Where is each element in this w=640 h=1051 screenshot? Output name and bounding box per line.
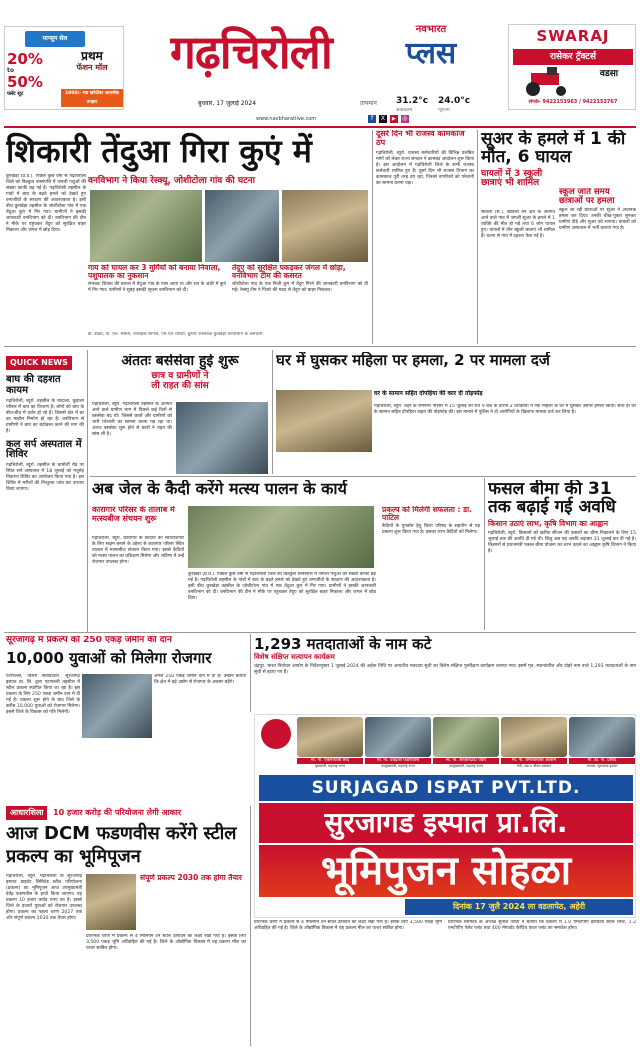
boar-headline: सूअर के हमले में 1 की मौत, 6 घायल [481,130,626,168]
boar-sidebar [559,188,636,344]
dcm-headline [6,822,246,872]
jail-sub: कारागार परिसर के तालाब में मत्स्यबीज संचयन शुरू [92,506,175,523]
leopard-photo-well [90,190,202,262]
col-rule-3 [87,350,88,632]
caption-1-body: संभवतः शिकार की तलाश में तेंदुआ गांव के पास आया था और रात के अंधेरे में कुएं में गिर गया। ग्रामीणों ने सुबह इसकी सूचना वनविभाग को दी। [88,282,226,294]
caption-2 [232,264,368,330]
revenue-body: गढ़चिरोली, ब्यूरो. राजस्व कर्मचारियों की विभिन्न प्रलंबित मांगों को लेकर राज्य संगठन ने कामबंद आंदोलन शुरू किया है। इस आंदोलन में गढ़चिरोली जिले के सभी राजस्व कर्मचारी शामिल हुए हैं। दूसरे दिन भी राजस्व विभाग का कामकाज पूरी तरह ठप रहा, जिससे नागरिकों को परेशानी का सामना करना पड़ा। [376,151,474,187]
leader-1 [297,717,363,771]
photo-credit: डी. डाकी, पी. एल. मेश्राम, वनरक्षक सोनावे, एम.एल.चौधरी, कुमारे वनसेवक कुरखेड़ा वनविभाग के कर्मचारी [88,332,263,337]
leader-1-role: मुख्यमंत्री, महाराष्ट्र राज्य [314,763,346,768]
row-rule-3 [4,632,636,633]
house-photo [276,390,372,452]
leader-4-role: मंत्री, अन्न व औषध प्रशासन [516,763,552,768]
house-photo-caption: घर के सामान सहित दोपहिया की कार दी तोड़फोड़ [374,390,483,397]
boar-body1: सावली (सं.). खावली वन क्षेत्र के अंतर्गत आने वाले गांव में जंगली सूअर के हमले में 1 व्यक्ति की मौत हो गई तथा 6 लोग घायल हुए। घायलों में तीन स्कूली छात्राएं भी शामिल हैं। घटना से गांव में दहशत फैल गई है। [481,210,555,239]
dcm-body-right-2: प्रारंभिक लिमिटेड के अध्यक्ष सुनील जोशी ने बताया कि प्रकल्प में 1.0 एमटीपीए इंटीग्रेटेड स्टील प्लांट, 1.2 एमटीपीए पेलेट प्लांट तथा 400 मेगावॉट कैप्टिव पावर प्लांट का समावेश होगा। [448,920,636,931]
surjagad-photo [82,674,152,738]
quick-news-label: QUICK NEWS [6,356,72,370]
discount-from: 20% [7,51,43,68]
leader-4-photo [501,717,567,757]
col-rule-2 [477,130,478,344]
boar-story [481,130,636,344]
swaraj-brand: SWARAJ [536,27,610,45]
website[interactable]: www.navbharatlive.com [256,116,317,122]
quick-news-b2: गढ़चिरोली, ब्यूरो. तहसील के चामोर्शी रोड पर स्थित सर्प अस्पताल में 18 जुलाई को मधुमेह निवारण शिविर का आयोजन किया गया है। इस शिविर में मरीजों की निःशुल्क जांच कर उपचार किया जाएगा। [6,463,84,493]
row-rule-1 [4,346,636,347]
leopard-subhead [88,174,374,188]
leader-3-photo [433,717,499,757]
revenue-kicker: दूसरे दिन भी राजस्व कामकाज ठप [376,130,465,147]
surjagad-quote: अगले 250 एकड़ जमीन दान में दी है। उन्होंने बताया कि क्षेत्र में बढ़े उद्योग से रोजगार के अवसर बढ़ेंगे। [154,674,246,685]
discount-note: फ्लॅट सूट [7,91,24,97]
crop-story [488,480,636,630]
jail-story [92,480,480,630]
offer-banner: 1000/- च्या खरेदीवर आकर्षक उपहार [61,89,123,107]
caption-1-title: गाय को घायल कर 3 मुर्गियों को बनाया निवाला, पशुपालक का नुकसान [88,264,221,281]
jail-photo [188,506,374,568]
voters-body: चंद्रपुर. भारत निर्वाचन आयोग के निर्देशानुसार 1 जुलाई 2024 की अर्हता तिथि पर आधारित मतदाता सूची का विशेष संक्षिप्त पुनरीक्षण कार्यक्रम चलाया गया। इसमें मृत, स्थानांतरित और दोहरे नाम वाले 1,293 मतदाताओं के नाम सूची से हटाए गए हैं। [254,663,636,675]
surjagad-body: एटापल्ली, विशेष संवाददाता. सूरजागढ़ इस्पात प्रा. लि. द्वारा एटापल्ली तहसील में स्टील प्रकल्प स्थापित किया जा रहा है। इस प्रकल्प के लिए 250 एकड़ जमीन दान में दी गई है। प्रकल्प शुरू होने के बाद जिले के करीब 10,000 युवाओं को रोजगार मिलेगा। इससे जिले के विकास को गति मिलेगी। [6,674,80,715]
social-icons [368,115,428,125]
brand-big: प्लस [405,35,457,71]
leader-4 [501,717,567,771]
quick-news-b1: गढ़चिरोली, ब्यूरो. तहसील के चांदाला, कुड़ाला परिसर में बाघ का विचरण है। लोगों को बाघ के बीच-बीच में दर्शन हो रहे हैं। जिससे क्षेत्र में डर का माहौल निर्माण हो रहा है। वनविभाग से ग्रामीणों ने बाघ का बंदोबस्त करने की मांग की है। [6,398,84,434]
ad-eng-title: SURJAGAD ISPAT PVT.LTD. [259,775,633,801]
leopard-headline-text: शिकारी तेंदुआ गिरा कुएं में [6,132,312,170]
leader-5 [569,717,635,771]
house-headline: घर में घुसकर महिला पर हमला, 2 पर मामला दर्ज [276,352,550,369]
jail-quote-title: प्रकल्प को मिलेगी सफलता : डा. पाटिल [382,506,472,523]
dcm-kicker-line: 10 हजार करोड़ की परियोजना लेगी आकार [53,808,182,817]
dcm-body-cont: प्रारंभिक चरण में प्रकल्प से 4 मिलियन टन स्टील उत्पादन का लक्ष्य रखा गया है। इसके लिए 3,500 एकड़ भूमि अधिग्रहित की गई है। जिले के औद्योगिक विकास में यह प्रकल्प मील का पत्थर साबित होगा। [86,934,246,951]
jail-quote-body: कैदियों के पुनर्वास हेतु जिला परिषद के सहयोग से यह प्रकल्प शुरू किया गया है। इसका लाभ कैदियों को मिलेगा। [382,524,480,536]
house-body: गढ़चिरोली, ब्यूरो. शहर के रामनगर परिसर में 15 जुलाई की रात 9 बजे के दौरान 2 व्यक्तियों ने एक महिला के घर में घुसकर उसपर हमला किया। साथ ही घर के सामान सहित दोपहिया वाहन की तोड़फोड़ की। इस मामले में पुलिस ने दो आरोपियों के खिलाफ मामला दर्ज कर लिया है। [374,404,636,415]
row-rule-2 [90,476,636,477]
tractor-image [517,67,577,97]
brand-logo [393,24,469,82]
surjagad-headline-1: सूरजागढ़ में प्रकल्प को 250 एकड़ जमीन की दान [6,636,172,645]
dealer-place: वडसा [599,69,619,79]
leopard-photo-crowd [282,190,368,262]
caption-1 [88,264,226,330]
bus-photo [176,402,268,474]
leader-3-role: उपमुख्यमंत्री, महाराष्ट्र राज्य [449,763,483,768]
boar-sub2: स्कूल जाते समय छात्राओं पर हमला [559,188,615,207]
revenue-story [376,130,474,344]
leader-2-photo [365,717,431,757]
masthead-divider [4,126,636,128]
jail-body-2: कुरखेड़ा (प्र.प्र.). पिछले कुछ वर्षों से गढ़चिरोली जिले को बिल्कुल वनसंपत्ति में जंगली पशुओं की संख्या काफी बढ़ गई है। गढ़चिरोली तहसील के गांवों में बाघ के बढ़ते हमले को देखते हुए वन्यजीवों के संरक्षण की आवश्यकता है। इसी बीच कुरखेड़ा तहसील के जोशीटोला गांव में एक तेंदुआ कुएं में गिर गया। ग्रामीणों ने इसकी जानकारी वनविभाग को दी। वनविभाग की टीम ने मौके पर पहुंचकर तेंदुए को सुरक्षित बाहर निकाला और जंगल में छोड़ दिया। [188,572,376,601]
shop-name [61,49,123,85]
leader-5-role: अध्यक्ष, सुरजागड इस्पात [586,763,618,768]
shop-name-1: प्रथम [81,49,103,63]
discount-to: to [7,67,14,74]
leader-5-photo [569,717,635,757]
shop-name-2: फॅशन मॉल [76,63,108,72]
leopard-body: कुरखेड़ा (प्र.प्र.). पिछले कुछ वर्षों से गढ़चिरोली जिले को बिल्कुल वनसंपत्ति में जंगली पशुओं की संख्या काफी बढ़ गई है। गढ़चिरोली तहसील के गांवों में बाघ के बढ़ते हमले को देखते हुए वन्यजीवों के संरक्षण की आवश्यकता है। इसी बीच कुरखेड़ा तहसील के जोशीटोला गांव में एक तेंदुआ कुएं में गिर गया। ग्रामीणों ने इसकी जानकारी वनविभाग को दी। वनविभाग की टीम ने मौके पर पहुंचकर तेंदुए को सुरक्षित बाहर निकाला और जंगल में छोड़ दिया। [6,174,86,233]
dcm-story-right [254,920,636,1046]
col-rule-5 [484,478,485,630]
discount-block [7,51,59,109]
voters-headline: 1,293 मतदाताओं के नाम कटे [254,636,432,653]
fadnavis-photo [86,874,136,930]
leader-5-name: मा. डॉ. ना. प्रसाद [569,758,635,764]
jail-quote [382,506,480,630]
facebook-icon[interactable]: f [368,115,376,123]
left-ad[interactable] [4,26,124,110]
bhumipujan-ad[interactable] [254,714,636,918]
col-rule-6 [250,634,251,712]
issue-date: बुधवार, 17 जुलाई 2024 [198,100,257,107]
leader-2-name: मा. ना. देवेंद्रजी फडणवीस [365,758,431,764]
discount-upto: 50% [7,73,43,91]
masthead-title [170,22,394,82]
leader-2 [365,717,431,771]
dealer-contact: संपर्क- 9422153963 / 9422153767 [528,99,618,105]
dcm-kicker: आधारशिला [6,806,47,820]
dealer-name: रासेकर ट्रॅक्टर्स [513,49,633,65]
sale-tag: मान्सून सेल [25,31,85,47]
temp-label: तापमान [360,100,377,107]
bus-sub2: ली राहत की सांस [151,380,209,391]
crop-sub: किसान उठाएं लाभ, कृषि विभाग का आह्वान [488,518,608,528]
dcm-body-right-1: प्रारंभिक चरण में प्रकल्प से 4 मिलियन टन स्टील उत्पादन का लक्ष्य रखा गया है। इसके लिए 3,500 एकड़ भूमि अधिग्रहित की गई है। जिले के औद्योगिक विकास में यह प्रकल्प मील का पत्थर साबित होगा। [254,920,442,931]
jail-body: गढ़चिरोली, ब्यूरो. कारागार के कैदियों को स्वयंरोजगार के लिए सक्षम बनाने के उद्देश्य से कारागार परिसर स्थित तालाब में मत्स्यबीज संचयन किया गया। इससे कैदियों को मत्स्य पालन का प्रशिक्षण मिलेगा और भविष्य में उन्हें रोजगार उपलब्ध होगा। [92,536,184,565]
caption-2-title: तेंदुए को सुरक्षित पकड़कर जंगल में छोड़ा, वनविभाग टीम की कसरत [232,264,346,281]
right-ad[interactable] [508,24,636,110]
ad-logo [261,719,291,749]
dcm-sub: संपूर्ण प्रकल्प 2030 तक होगा तैयार [140,874,242,882]
temp-min-label: न्यूनतम [438,108,450,113]
bus-story [92,354,268,474]
dcm-story [6,874,246,1046]
leopard-headline [6,130,368,172]
leader-4-name: मा. ना. धर्मरावबाबा आत्राम [501,758,567,764]
caption-2-body: जोशीटोला गांव के एक निजी कुएं में तेंदुए गिरने की जानकारी वनविभाग को दी गई। रेस्क्यू टीम ने पिंजरे की मदद से तेंदुए को बाहर निकाला। [232,282,368,294]
ad-event: भूमिपुजन सोहळा [259,845,633,897]
instagram-icon[interactable]: ◎ [402,115,408,122]
house-story [276,352,636,474]
dcm-headline-text: आज DCM फडणवीस करेंगे स्टील प्रकल्प का भूमिपूजन [6,823,237,867]
leader-1-photo [297,717,363,757]
brand-small: नवभारत [415,24,447,35]
leader-2-role: उपमुख्यमंत्री, महाराष्ट्र राज्य [381,763,415,768]
leader-1-name: मा. ना. एकनाथजी शिंदे [297,758,363,764]
youtube-icon[interactable]: ▶ [390,115,398,123]
date-strip [170,96,504,126]
col-rule-7 [250,806,251,1046]
ad-dev-title: सुरजागड इस्पात प्रा.लि. [259,803,633,843]
surjagad-headline-2: 10,000 युवाओं को मिलेगा रोजगार [6,648,212,667]
paper-title: गढ़चिरोली [170,25,332,79]
leader-3 [433,717,499,771]
quick-news-h2: कल सर्प अस्पताल में शिविर [6,438,82,461]
quick-news [6,356,84,630]
dcm-kicker-bar [6,806,246,820]
voters-sub: विशेष संक्षिप्त सत्यापन कार्यक्रम [254,653,335,662]
col-rule-1 [372,130,373,344]
x-icon[interactable]: X [380,115,385,122]
bus-headline: अंततः बसेसेवा हुई शुरू [121,354,239,369]
temp-min: 24.0°c [438,96,471,106]
crop-headline: फसल बीमा की 31 तक बढ़ाई गई अवधि [488,480,616,518]
boar-sub1: घायलों में 3 स्कूली छात्राएं भी शामिल [481,168,543,189]
crop-body: गढ़चिरोली, ब्यूरो. किसानों को खरीफ सीजन की फसलों का बीमा निकालने के लिए 15 जुलाई तक की अवधि दी गई थी। किंतु अब यह अवधि बढ़ाकर 31 जुलाई कर दी गई है। किसानों से प्रधानमंत्री फसल बीमा योजना का लाभ उठाने का आह्वान कृषि विभाग ने किया है। [488,530,636,554]
leader-3-name: मा. ना. अजितदादा पवार [433,758,499,764]
leopard-photo-cage [205,190,279,262]
temp-max-label: अधिकतम [396,108,413,113]
col-rule-4 [272,350,273,474]
ad-date-line: दिनांक 17 जुलै 2024 ला वडलापेठ, अहेरी [405,899,633,915]
voters-story [254,636,636,712]
dcm-body: गढ़चिरोली, ब्यूरो. गढ़चिरोली के सूरजागढ़ इस्पात प्राइवेट लिमिटेड स्टील परियोजना (प्रकल्प) का भूमिपूजन आज उपमुख्यमंत्री देवेंद्र फडणवीस के हाथों किया जाएगा। यह प्रकल्प 10 हजार करोड़ रुपए का है। इससे जिले के हजारों युवाओं को रोजगार उपलब्ध होगा। प्रकल्प का पहला चरण 2027 तक और संपूर्ण प्रकल्प 2030 तक तैयार होगा। [6,874,82,921]
bus-sub1: छात्र व ग्रामीणों ने [151,371,209,382]
quick-news-h1: बाघ की दहशत कायम [6,374,61,396]
temp-max: 31.2°c [396,96,429,106]
bus-body: गढ़चिरोली, ब्यूरो. गढ़चिरोली तहसील के अंतर्गत आने वाले ग्रामीण भाग में पिछले कई दिनों से बससेवा बंद थी। जिससे छात्रों और ग्रामीणों को भारी परेशानी का सामना करना पड़ रहा था। अंततः बससेवा शुरू होने से छात्रों ने राहत की सांस ली है। [92,402,172,437]
boar-body2: स्कूल जा रही छात्राओं पर सूअर ने अचानक हमला कर दिया। उनकी चीख-पुकार सुनकर ग्रामीण दौड़े और सूअर को भगाया। घायलों को ग्रामीण अस्पताल में भर्ती कराया गया है। [559,208,636,232]
surjagad-story [6,636,246,804]
jail-headline: अब जेल के कैदी करेंगे मत्स्य पालन के कार्य [92,480,347,498]
leopard-subhead-text: वनविभाग ने किया रेस्क्यू, जोशीटोला गांव की घटना [88,176,256,186]
